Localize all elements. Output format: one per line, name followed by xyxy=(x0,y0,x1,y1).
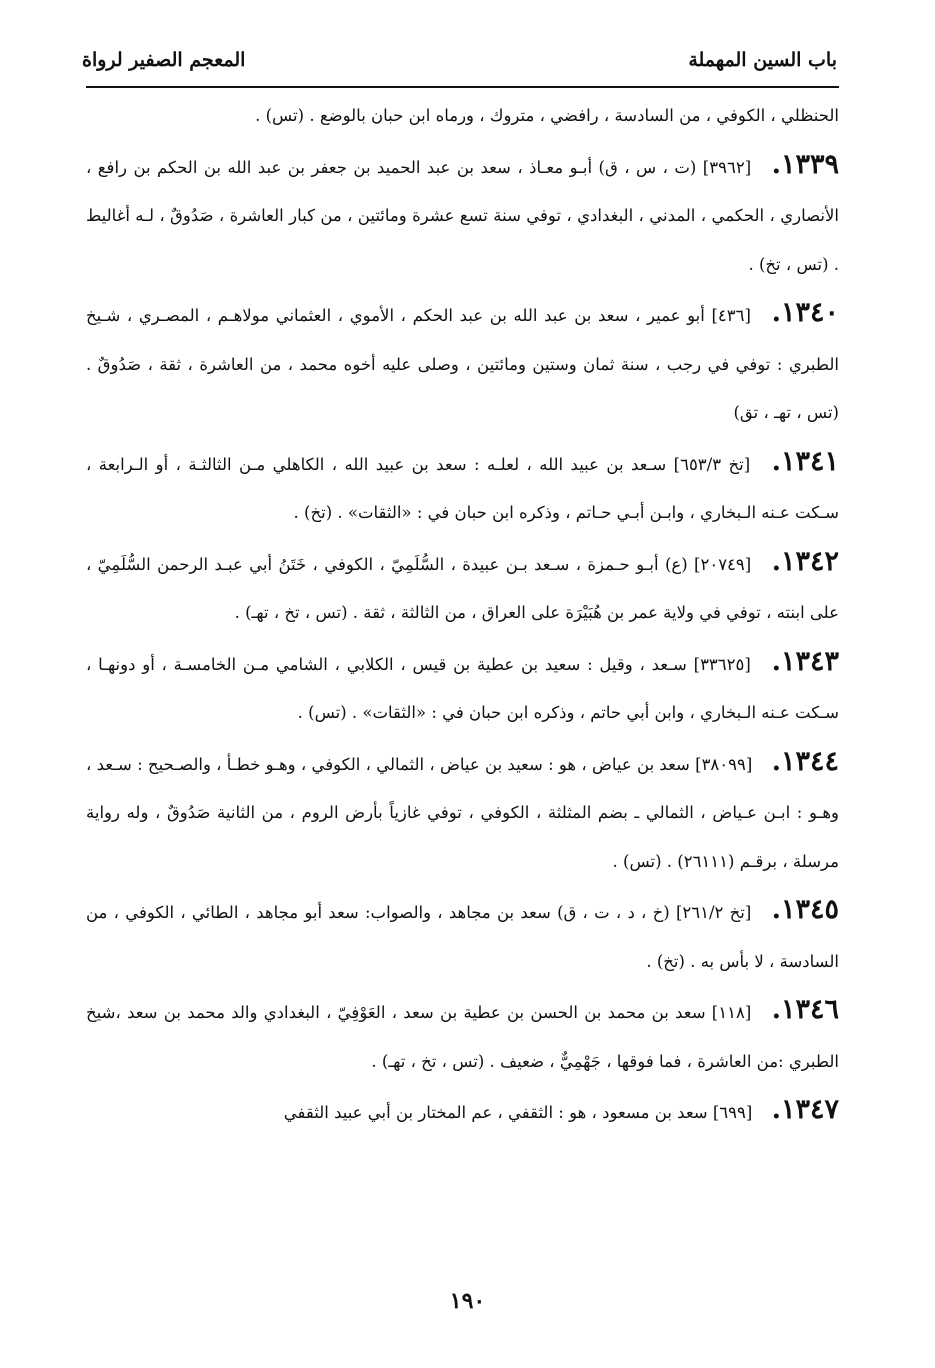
entry xyxy=(86,289,839,438)
continuation-text: الحنظلي ، الكوفي ، من السادسة ، رافضي ، متروك ، ورماه ابن حبان بالوضع . (تس) . xyxy=(255,106,839,125)
entry xyxy=(86,738,839,887)
entry-text: [٣٨٠٩٩] سعد بن عياض ، هو : سعيد بن عياض ، الثمالي ، الكوفي ، وهـو خطـأ ، والصـحيح : سـعد ، وهـو : ابـن عـياض ، الثمالي ـ بضم المثلثة ، الكوفي ، توفي غازياً بأرض الروم ، من الثانية صَدُوقٌ ، وله رواية مرسلة ، برقـم (٢٦١١١) . (تس) . xyxy=(86,754,839,871)
entry-text: [١١٨] سعد بن محمد بن الحسن بن عطية بن سعد ، العَوْفِيّ ، البغدادي والد محمد بن سعد ،شيخ الطبري :من العاشرة ، فما فوقها ، جَهْمِيٌّ ، ضعيف . (تس ، تخ ، تهـ) . xyxy=(86,1003,839,1071)
entry-number: ١٣٤٣. xyxy=(771,645,839,677)
entry-text: [٣٣٦٢٥] سـعد ، وقيل : سعيد بن عطية بن قيس ، الكلابي ، الشامي مـن الخامسـة ، أو دونهـا ، سـكت عـنه الـبخاري ، وابن أبي حاتم ، وذكره ابن حبان في : «الثقات» . (تس) . xyxy=(86,654,839,722)
entry-text: [٢٠٧٤٩] (ع) أبـو حـمزة ، سـعد بـن عبيدة ، السُّلَمِيّ ، الكوفي ، خَتَنُ أبي عبـد الرحمن السُّلَمِيّ ، على ابنته ، توفي في ولاية عمر بن هُبَيْرَة على العراق ، من الثالثة ، ثقة . (تس ، تخ ، تهـ) . xyxy=(86,554,839,622)
entry xyxy=(86,638,839,738)
entry-number: ١٣٣٩. xyxy=(771,148,839,180)
entry-text: [٣٩٦٢] (ت ، س ، ق) أبـو معـاذ ، سعد بن عبد الحميد بن جعفر بن عبد الله بن الحكم بن رافع ، الأنصاري ، الحكمي ، المدني ، البغدادي ، توفي سنة تسع عشرة ومائتين ، من كبار العاشرة ، صَدُوقٌ ، لـه أغاليط . (تس ، تخ) . xyxy=(86,157,839,274)
body-text xyxy=(86,92,839,1138)
entry-number: ١٣٤١. xyxy=(771,445,839,477)
entry xyxy=(86,986,839,1086)
entry-text: [٤٣٦] أبو عمير ، سعد بن عبد الله بن عبد الحكم ، الأموي ، العثماني مولاهـم ، المصـري ، شـيخ الطبري : توفي في رجب ، سنة ثمان وستين ومائتين ، وصلى عليه أخوه محمد ، من العاشرة ، ثقة ، صَدُوقٌ .(تس ، تهـ ، تق) xyxy=(86,306,839,422)
entry xyxy=(86,1086,839,1138)
entry-text: [تخ ٦٥٣/٣] سـعد بن عبيد الله ، لعلـه : سعد بن عبيد الله ، الكاهلي مـن الثالثـة ، أو الـرابعة ، سـكت عـنه الـبخاري ، وابـن أبـي حـاتم ، وذكره ابن حبان في : «الثقات» . (تخ) . xyxy=(86,454,839,522)
entry-text: [٦٩٩] سعد بن مسعود ، هو : الثقفي ، عم المختار بن أبي عبيد الثقفي xyxy=(283,1103,753,1122)
page-number: ١٩٠ xyxy=(449,1288,486,1314)
entry xyxy=(86,886,839,986)
entry-number: ١٣٤٠. xyxy=(771,297,839,328)
entry-number: ١٣٤٧. xyxy=(771,1094,839,1125)
section-title: باب السين المهملة xyxy=(688,49,837,71)
entry-number: ١٣٤٤. xyxy=(771,745,839,777)
entry-text: [تخ ٢٦١/٢] (خ ، د ، ت ، ق) سعد بن مجاهد ، والصواب: سعد أبو مجاهد ، الطائي ، الكوفي ، من السادسة ، لا بأس به . (تخ) . xyxy=(86,903,839,971)
entry xyxy=(86,141,839,290)
header-rule xyxy=(86,86,839,88)
entry xyxy=(86,538,839,638)
running-head xyxy=(82,40,837,80)
entry xyxy=(86,438,839,538)
book-title: المعجم الصفير لرواة xyxy=(82,49,246,71)
entry-number: ١٣٤٥. xyxy=(771,894,839,925)
entry-number: ١٣٤٦. xyxy=(771,994,839,1025)
entry-number: ١٣٤٢. xyxy=(771,545,839,577)
